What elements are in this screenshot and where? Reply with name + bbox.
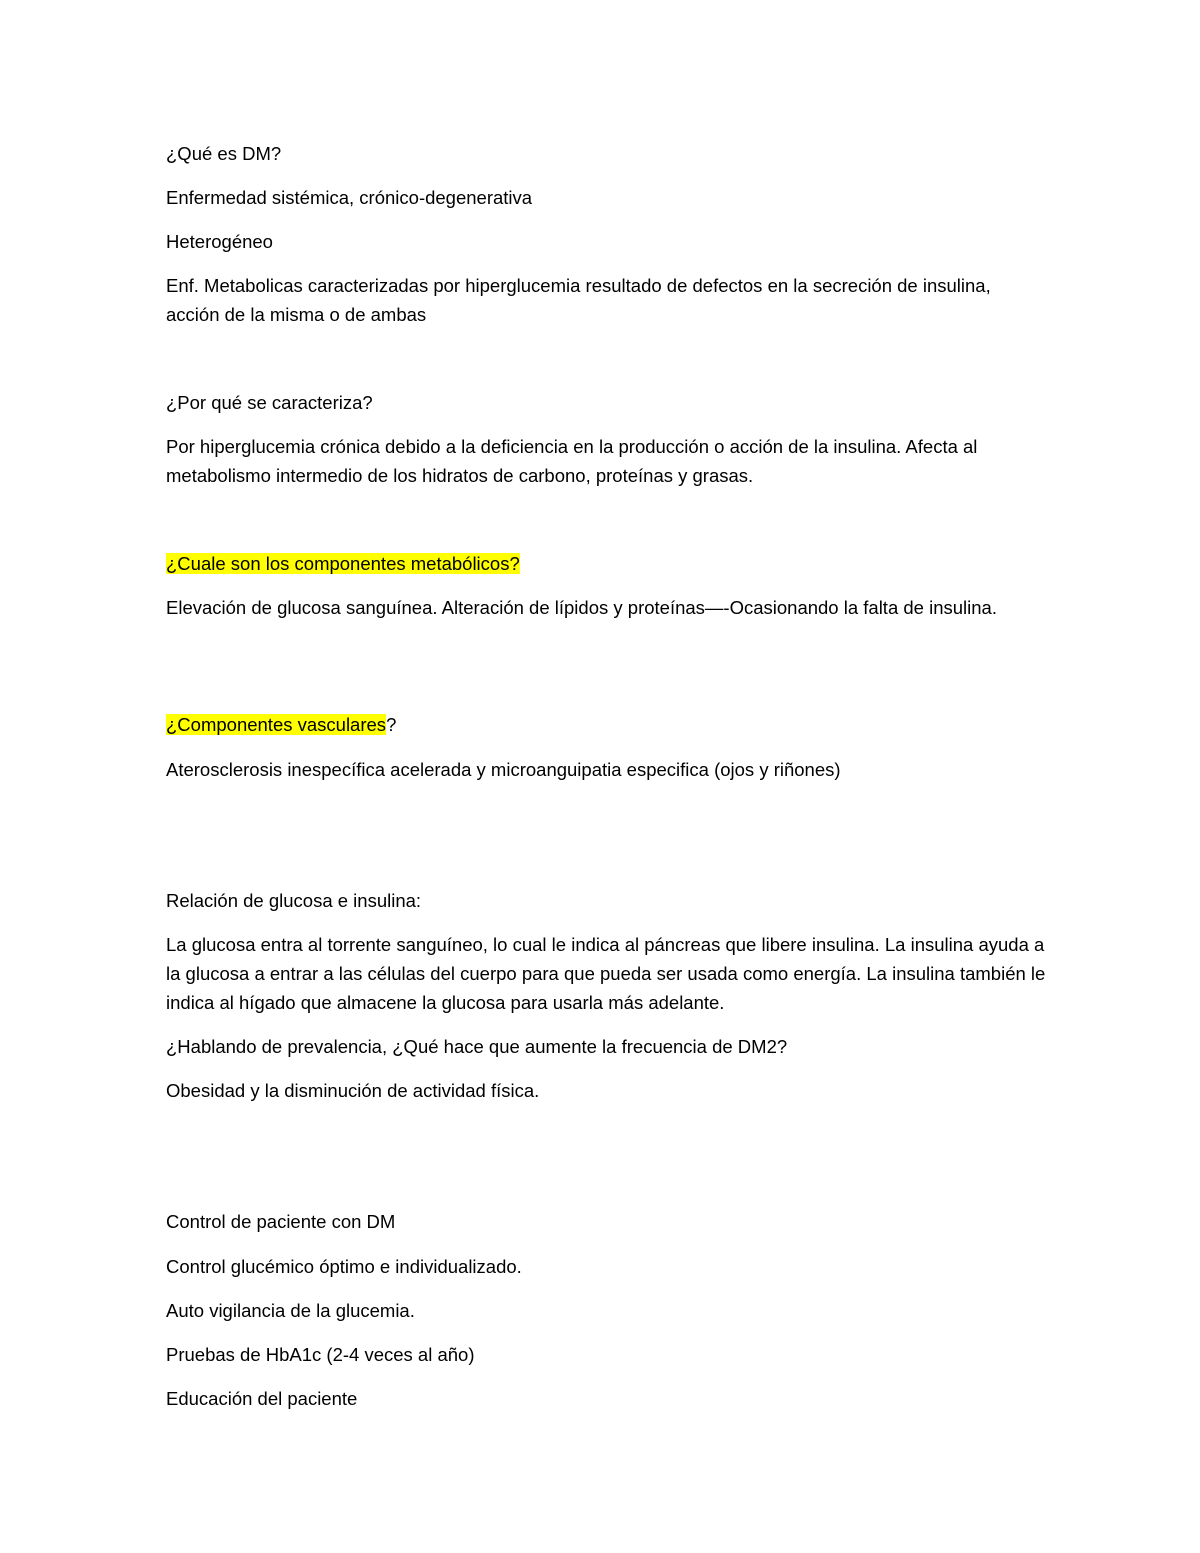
answer-paragraph: Elevación de glucosa sanguínea. Alteración de lípidos y proteínas—-Ocasionando la falta de insulina. bbox=[166, 597, 997, 618]
answer-paragraph: Obesidad y la disminución de actividad física. bbox=[166, 1080, 540, 1101]
answer-paragraph: Auto vigilancia de la glucemia. bbox=[166, 1300, 415, 1321]
question-relacion-glucosa-insulina: Relación de glucosa e insulina: bbox=[166, 890, 422, 911]
question-tail: ? bbox=[386, 714, 397, 735]
question-control-paciente: Control de paciente con DM bbox=[166, 1211, 396, 1232]
highlighted-text: ¿Cuale son los componentes metabólicos? bbox=[166, 553, 520, 574]
answer-paragraph: Pruebas de HbA1c (2-4 veces al año) bbox=[166, 1344, 475, 1365]
question-componentes-vasculares bbox=[166, 710, 1046, 739]
answer-paragraph: Heterogéneo bbox=[166, 231, 273, 252]
answer-paragraph: Control glucémico óptimo e individualizado. bbox=[166, 1256, 522, 1277]
question-que-es-dm: ¿Qué es DM? bbox=[166, 143, 282, 164]
question-por-que-se-caracteriza: ¿Por qué se caracteriza? bbox=[166, 392, 373, 413]
highlighted-text: ¿Componentes vasculares bbox=[166, 714, 387, 735]
answer-paragraph: Enf. Metabolicas caracterizadas por hiperglucemia resultado de defectos en la secreción de insulina, acción de la misma o de ambas bbox=[166, 275, 991, 325]
answer-paragraph: Por hiperglucemia crónica debido a la deficiencia en la producción o acción de la insulina. Afecta al metabolismo intermedio de los hidratos de carbono, proteínas y grasas. bbox=[166, 436, 978, 486]
answer-paragraph: La glucosa entra al torrente sanguíneo, lo cual le indica al páncreas que libere insulina. La insulina ayuda a la glucosa a entrar a las células del cuerpo para que pueda ser usada como energía. La insulina también le indica al hígado que almacene la glucosa para usarla más adelante. bbox=[166, 934, 1046, 1013]
question-prevalencia: ¿Hablando de prevalencia, ¿Qué hace que aumente la frecuencia de DM2? bbox=[166, 1036, 788, 1057]
question-componentes-metabolicos bbox=[166, 549, 1046, 578]
answer-paragraph: Enfermedad sistémica, crónico-degenerativa bbox=[166, 187, 533, 208]
answer-paragraph: Aterosclerosis inespecífica acelerada y microanguipatia especifica (ojos y riñones) bbox=[166, 759, 841, 780]
answer-paragraph: Educación del paciente bbox=[166, 1388, 358, 1409]
